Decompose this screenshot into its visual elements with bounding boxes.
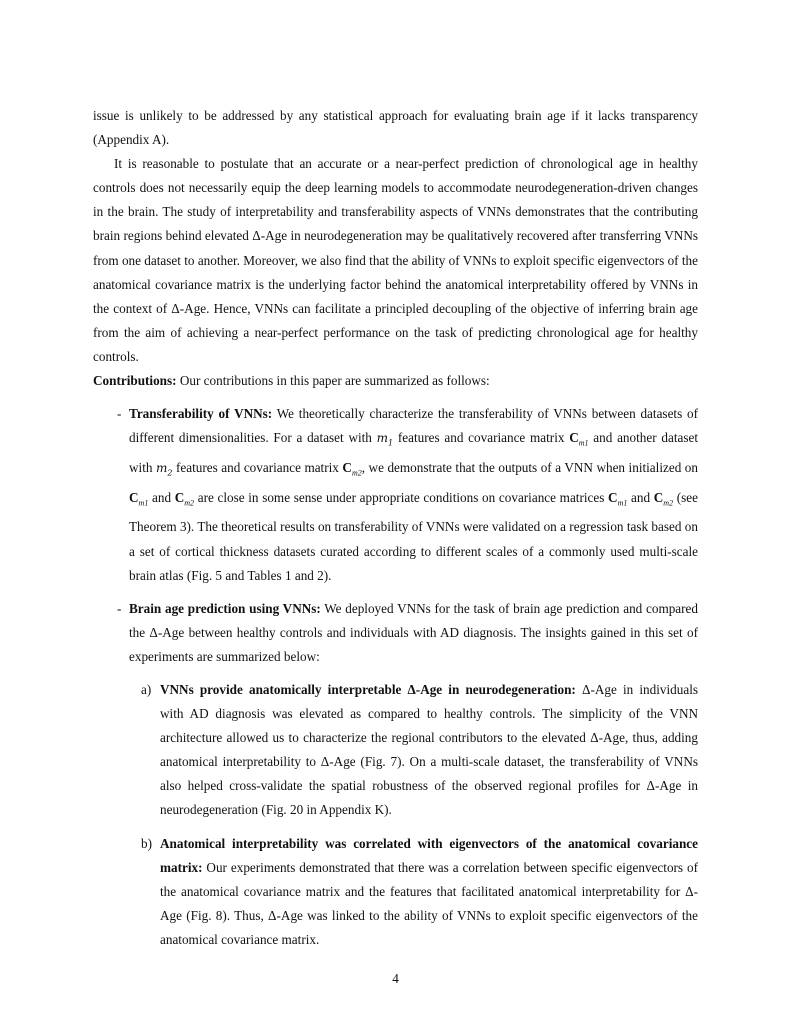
bullet-dash: - (117, 600, 122, 616)
contribution-text: We theoretically characterize the transferability of VNNs between datasets of different dimensionalities. For a dataset with (129, 406, 699, 446)
contributions-heading (93, 369, 698, 393)
paragraph-intro-tail: issue is unlikely to be addressed by any statistical approach for evaluating brain age if it lacks transparency (Appendix A). (93, 108, 698, 148)
insight-b (93, 832, 698, 952)
contribution-text: (see Theorem 3). The theoretical results on transferability of VNNs were validated on a regression task based on a set of cortical thickness datasets curated according to different scales of a commonly used multi-scale brain atlas (Fig. 5 and Tables 1 and 2). (129, 489, 698, 583)
contribution-brain-age (93, 597, 698, 669)
insight-text: Δ-Age in individuals with AD diagnosis was elevated as compared to healthy controls. The simplicity of the VNN architecture allowed us to characterize the regional contributors to the elevated Δ-Age, thus, adding anatomical interpretability to Δ-Age (Fig. 7). On a multi-scale dataset, the transferability of VNNs also helped cross-validate the spatial robustness of the observed regional profiles for Δ-Age in neurodegeneration (Fig. 20 in Appendix K). (160, 681, 698, 818)
insight-text: Our experiments demonstrated that there was a correlation between specific eigenvectors of the anatomical covariance matrix and the features that facilitated anatomical interpretability for Δ-Age (Fig. 8). Thus, Δ-Age was linked to the ability of VNNs to exploit specific eigenvectors of the anatomical covariance matrix. (160, 859, 698, 947)
contribution-text: and (148, 489, 175, 505)
contribution-text: and another dataset with (129, 430, 698, 475)
math-C-m1: $C_{m1}$ (569, 430, 589, 448)
contribution-text: We deployed VNNs for the task of brain age prediction and compared the Δ-Age between healthy controls and individuals with AD diagnosis. The insights gained in this set of experiments are summarized below: (129, 600, 698, 664)
contribution-title: Transferability of VNNs: (129, 406, 273, 422)
math-C-m2: $C_{m2}$ (342, 459, 362, 478)
contribution-transferability (93, 402, 698, 588)
contribution-text: are close in some sense under appropriate conditions on covariance matrices (194, 489, 609, 505)
contribution-text: features and covariance matrix (393, 430, 570, 446)
insight-label: b) (141, 835, 152, 851)
math-C-m1: $C_{m1}$ (129, 489, 149, 508)
math-C-m1: $C_{m1}$ (608, 489, 628, 508)
math-m1: $m_1$ (376, 431, 394, 448)
bullet-dash: - (117, 406, 122, 422)
math-C-m2: $C_{m2}$ (653, 489, 674, 508)
insight-title: VNNs provide anatomically interpretable Δ-Age in neurodegeneration: (160, 681, 576, 697)
contribution-text: features and covariance matrix (172, 459, 343, 475)
insight-label: a) (141, 681, 152, 697)
contribution-text: , we demonstrate that the outputs of a VNN when initialized on (361, 459, 698, 475)
insight-a (93, 678, 698, 823)
contributions-label: Contributions: (93, 373, 177, 389)
math-C-m2: $C_{m2}$ (174, 489, 195, 508)
insight-title: Anatomical interpretability was correlated with eigenvectors of the anatomical covariance matrix: (160, 835, 698, 875)
contribution-title: Brain age prediction using VNNs: (129, 600, 321, 616)
contribution-text: and (627, 489, 654, 505)
contributions-intro: Our contributions in this paper are summarized as follows: (176, 373, 490, 389)
page-body (93, 104, 698, 952)
page-number: 4 (392, 971, 399, 986)
paragraph-motivation: It is reasonable to postulate that an accurate or a near-perfect prediction of chronological age in healthy controls does not necessarily equip the deep learning models to accommodate neurodegeneration-driven changes in the brain. The study of interpretability and transferability aspects of VNNs demonstrates that the contributing brain regions behind elevated Δ-Age in neurodegeneration may be qualitatively recovered after transferring VNNs from one dataset to another. Moreover, we also find that the ability of VNNs to exploit specific eigenvectors of the anatomical covariance matrix is the underlying factor behind the anatomical interpretability offered by VNNs in the context of Δ-Age. Hence, VNNs can facilitate a principled decoupling of the objective of inferring brain age from the aim of achieving a near-perfect performance on the task of predicting chronological age for healthy controls. (93, 156, 698, 364)
math-m2: $m_2$ (155, 460, 173, 478)
